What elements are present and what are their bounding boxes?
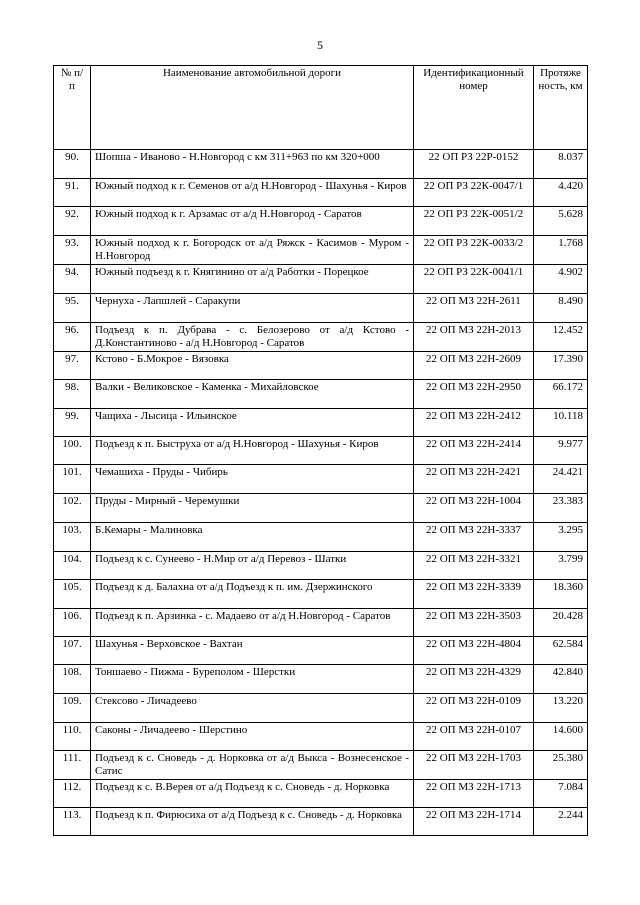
road-name: Стексово - Личадеево: [91, 694, 414, 723]
identification-number: 22 ОП РЗ 22К-0047/1: [414, 179, 534, 207]
road-name: Подъезд к п. Фирюсиха от а/д Подъезд к с. Сноведь - д. Норковка: [91, 808, 414, 836]
road-name: Подъезд к с. Сунеево - Н.Мир от а/д Перевоз - Шатки: [91, 552, 414, 580]
table-row: [54, 207, 588, 236]
length-km: 2.244: [534, 808, 588, 836]
row-number: 113.: [54, 808, 91, 836]
row-number: 111.: [54, 751, 91, 780]
header-number: № п/п: [54, 66, 91, 150]
road-name: Пруды - Мирный - Черемушки: [91, 494, 414, 523]
length-km: 25.380: [534, 751, 588, 780]
row-number: 98.: [54, 380, 91, 409]
table-row: [54, 609, 588, 637]
identification-number: 22 ОП МЗ 22Н-0107: [414, 723, 534, 751]
row-number: 93.: [54, 236, 91, 265]
identification-number: 22 ОП МЗ 22Н-1004: [414, 494, 534, 523]
row-number: 112.: [54, 780, 91, 808]
road-name: Подъезд к п. Дубрава - с. Белозерово от а/д Кстово - Д.Константиново - а/д Н.Новгород - Саратов: [91, 323, 414, 352]
row-number: 109.: [54, 694, 91, 723]
identification-number: 22 ОП МЗ 22Н-4329: [414, 665, 534, 694]
row-number: 102.: [54, 494, 91, 523]
row-number: 110.: [54, 723, 91, 751]
road-name: Валки - Великовское - Каменка - Михайловское: [91, 380, 414, 409]
identification-number: 22 ОП МЗ 22Н-2421: [414, 465, 534, 494]
table-row: [54, 723, 588, 751]
road-name: Подъезд к с. В.Верея от а/д Подъезд к с. Сноведь - д. Норковка: [91, 780, 414, 808]
table-row: [54, 637, 588, 665]
identification-number: 22 ОП МЗ 22Н-2414: [414, 437, 534, 465]
row-number: 100.: [54, 437, 91, 465]
length-km: 66.172: [534, 380, 588, 409]
road-name: Подъезд к д. Балахна от а/д Подъезд к п. им. Дзержинского: [91, 580, 414, 609]
row-number: 107.: [54, 637, 91, 665]
length-km: 23.383: [534, 494, 588, 523]
row-number: 105.: [54, 580, 91, 609]
length-km: 13.220: [534, 694, 588, 723]
row-number: 92.: [54, 207, 91, 236]
length-km: 1.768: [534, 236, 588, 265]
length-km: 20.428: [534, 609, 588, 637]
table-row: [54, 380, 588, 409]
road-name: Южный подъезд к г. Княгинино от а/д Работки - Порецкое: [91, 265, 414, 294]
identification-number: 22 ОП МЗ 22Н-1703: [414, 751, 534, 780]
identification-number: 22 ОП МЗ 22Н-3339: [414, 580, 534, 609]
row-number: 91.: [54, 179, 91, 207]
header-length-km: Протяже ность, км: [534, 66, 588, 150]
length-km: 7.084: [534, 780, 588, 808]
identification-number: 22 ОП МЗ 22Н-0109: [414, 694, 534, 723]
identification-number: 22 ОП МЗ 22Н-3503: [414, 609, 534, 637]
table-row: [54, 352, 588, 380]
row-number: 103.: [54, 523, 91, 552]
table-row: [54, 523, 588, 552]
row-number: 97.: [54, 352, 91, 380]
table-row: [54, 179, 588, 207]
road-name: Кстово - Б.Мокрое - Вязовка: [91, 352, 414, 380]
row-number: 96.: [54, 323, 91, 352]
table-row: [54, 265, 588, 294]
table-row: [54, 323, 588, 352]
length-km: 17.390: [534, 352, 588, 380]
row-number: 101.: [54, 465, 91, 494]
table-row: [54, 465, 588, 494]
road-name: Саконы - Личадеево - Шерстино: [91, 723, 414, 751]
table-row: [54, 580, 588, 609]
road-name: Подъезд к п. Арзинка - с. Мадаево от а/д Н.Новгород - Саратов: [91, 609, 414, 637]
identification-number: 22 ОП МЗ 22Н-2013: [414, 323, 534, 352]
table-row: [54, 694, 588, 723]
length-km: 42.840: [534, 665, 588, 694]
table-row: [54, 236, 588, 265]
road-name: Южный подход к г. Арзамас от а/д Н.Новгород - Саратов: [91, 207, 414, 236]
header-road-name: Наименование автомобильной дороги: [91, 66, 414, 150]
page-number: 5: [317, 38, 323, 52]
table-row: [54, 494, 588, 523]
road-name: Б.Кемары - Малиновка: [91, 523, 414, 552]
row-number: 108.: [54, 665, 91, 694]
length-km: 8.037: [534, 150, 588, 179]
length-km: 14.600: [534, 723, 588, 751]
identification-number: 22 ОП МЗ 22Н-4804: [414, 637, 534, 665]
road-name: Подъезд к с. Сноведь - д. Норковка от а/д Выкса - Вознесенское - Сатис: [91, 751, 414, 780]
road-name: Тоншаево - Пижма - Буреполом - Шерстки: [91, 665, 414, 694]
road-name: Подъезд к п. Быструха от а/д Н.Новгород - Шахунья - Киров: [91, 437, 414, 465]
length-km: 12.452: [534, 323, 588, 352]
table-row: [54, 150, 588, 179]
table-row: [54, 409, 588, 437]
length-km: 24.421: [534, 465, 588, 494]
length-km: 4.902: [534, 265, 588, 294]
identification-number: 22 ОП МЗ 22Н-2950: [414, 380, 534, 409]
length-km: 9.977: [534, 437, 588, 465]
length-km: 3.295: [534, 523, 588, 552]
table-row: [54, 808, 588, 836]
road-name: Чемашиха - Пруды - Чибирь: [91, 465, 414, 494]
row-number: 99.: [54, 409, 91, 437]
table-row: [54, 437, 588, 465]
length-km: 3.799: [534, 552, 588, 580]
identification-number: 22 ОП МЗ 22Н-2611: [414, 294, 534, 323]
road-name: Южный подход к г. Богородск от а/д Ряжск - Касимов - Муром - Н.Новгород: [91, 236, 414, 265]
length-km: 62.584: [534, 637, 588, 665]
row-number: 94.: [54, 265, 91, 294]
length-km: 18.360: [534, 580, 588, 609]
identification-number: 22 ОП МЗ 22Н-3337: [414, 523, 534, 552]
header-identification-number: Идентификационный номер: [414, 66, 534, 150]
road-name: Шахунья - Верховское - Вахтан: [91, 637, 414, 665]
identification-number: 22 ОП МЗ 22Н-2609: [414, 352, 534, 380]
length-km: 4.420: [534, 179, 588, 207]
identification-number: 22 ОП МЗ 22Н-1713: [414, 780, 534, 808]
length-km: 5.628: [534, 207, 588, 236]
identification-number: 22 ОП РЗ 22Р-0152: [414, 150, 534, 179]
row-number: 106.: [54, 609, 91, 637]
table-row: [54, 780, 588, 808]
table-row: [54, 552, 588, 580]
identification-number: 22 ОП РЗ 22К-0041/1: [414, 265, 534, 294]
row-number: 90.: [54, 150, 91, 179]
identification-number: 22 ОП РЗ 22К-0033/2: [414, 236, 534, 265]
identification-number: 22 ОП МЗ 22Н-2412: [414, 409, 534, 437]
identification-number: 22 ОП МЗ 22Н-3321: [414, 552, 534, 580]
table-row: [54, 751, 588, 780]
road-name: Шопша - Иваново - Н.Новгород с км 311+963 по км 320+000: [91, 150, 414, 179]
road-name: Чернуха - Лапшлей - Саракупи: [91, 294, 414, 323]
identification-number: 22 ОП РЗ 22К-0051/2: [414, 207, 534, 236]
table-row: [54, 665, 588, 694]
roads-table: [53, 65, 588, 836]
table-header-row: [54, 66, 588, 150]
identification-number: 22 ОП МЗ 22Н-1714: [414, 808, 534, 836]
length-km: 10.118: [534, 409, 588, 437]
row-number: 104.: [54, 552, 91, 580]
road-name: Чащиха - Лысица - Ильинское: [91, 409, 414, 437]
length-km: 8.490: [534, 294, 588, 323]
road-name: Южный подход к г. Семенов от а/д Н.Новгород - Шахунья - Киров: [91, 179, 414, 207]
table-row: [54, 294, 588, 323]
row-number: 95.: [54, 294, 91, 323]
